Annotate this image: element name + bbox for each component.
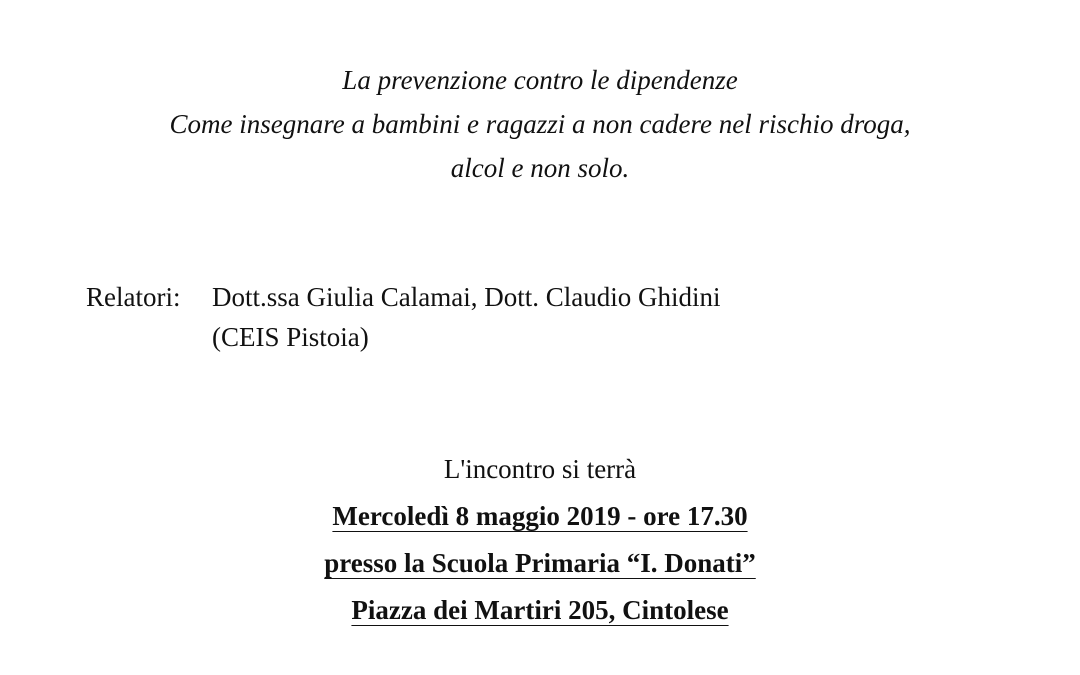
event-address: Piazza dei Martiri 205, Cintolese [351, 595, 729, 625]
title-line-subtitle-end: alcol e non solo. [450, 153, 630, 183]
event-date-time: Mercoledì 8 maggio 2019 - ore 17.30 [332, 501, 748, 531]
speakers-names: Dott.ssa Giulia Calamai, Dott. Claudio Ghidini [212, 282, 721, 312]
event-intro: L'incontro si terrà [443, 454, 637, 484]
speakers-organization: (CEIS Pistoia) [212, 322, 369, 352]
speakers-label: Relatori: [86, 282, 181, 312]
title-line-topic: La prevenzione contro le dipendenze [342, 65, 738, 95]
event-details [0, 446, 1080, 634]
document-title [0, 58, 1080, 190]
event-venue: presso la Scuola Primaria “I. Donati” [324, 548, 756, 578]
title-line-subtitle: Come insegnare a bambini e ragazzi a non cadere nel rischio droga, [169, 109, 911, 139]
